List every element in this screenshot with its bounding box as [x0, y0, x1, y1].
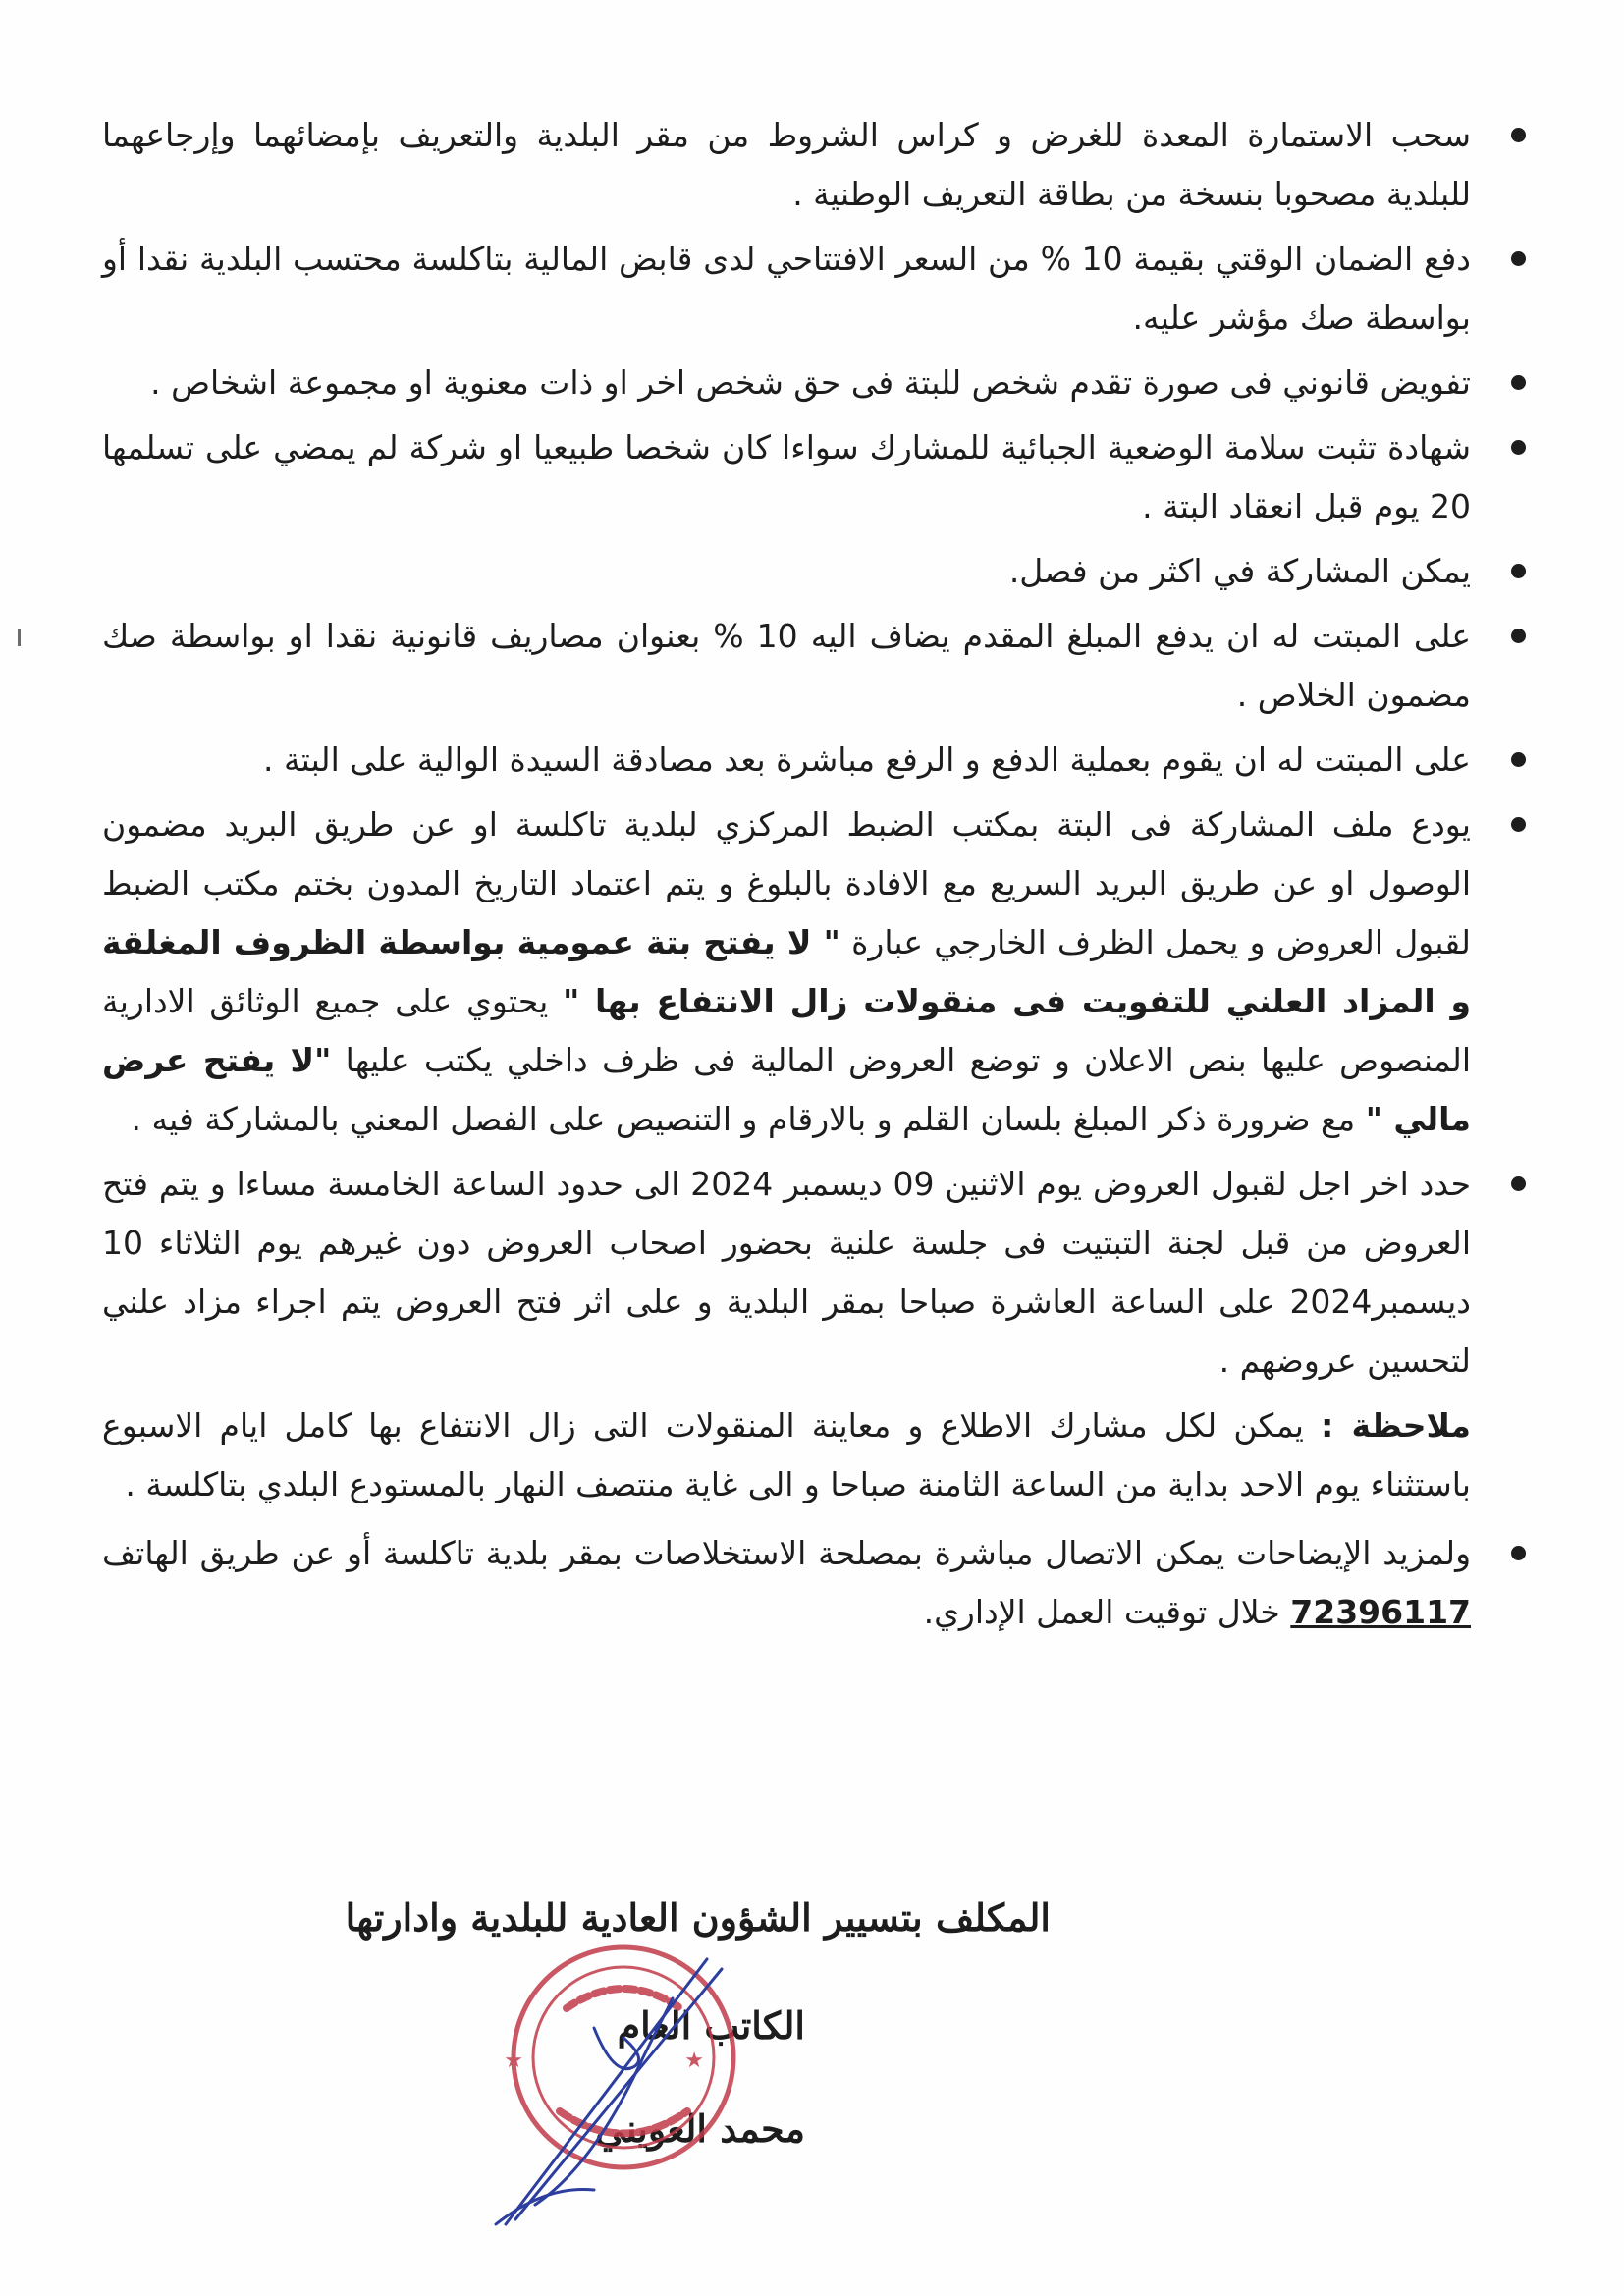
deposit-text-part2: يحتوي على جميع الوثائق الادارية المنصوص عليها بنص الاعلان و توضع العروض المالية فى ظرف داخلي يكتب عليها	[102, 982, 1471, 1079]
bullet-icon	[1511, 1176, 1526, 1191]
bullet-icon	[1511, 817, 1526, 832]
list-item	[102, 106, 1526, 224]
document-body	[102, 106, 1526, 1648]
stamp-star-icon: ★	[504, 2049, 523, 2073]
contact-text-part1: ولمزيد الإيضاحات يمكن الاتصال مباشرة بمصلحة الاستخلاصات بمقر بلدية تاكلسة أو عن طريق الهاتف	[102, 1534, 1471, 1572]
list-item-text: على المبتت له ان يدفع المبلغ المقدم يضاف اليه 10 % بعنوان مصاريف قانونية نقدا او بواسطة صك مضمون الخلاص .	[102, 617, 1472, 714]
list-item	[102, 542, 1526, 601]
contact-text-part2: خلال توقيت العمل الإداري.	[923, 1593, 1291, 1631]
list-item	[102, 418, 1526, 536]
list-item-text: على المبتت له ان يقوم بعملية الدفع و الرفع مباشرة بعد مصادقة السيدة الوالية على البتة .	[262, 740, 1471, 779]
contact-text	[102, 1524, 1471, 1642]
contact-list	[102, 1524, 1526, 1642]
list-item-text: يمكن المشاركة في اكثر من فصل.	[1008, 552, 1471, 590]
deposit-text-part1: يودع ملف المشاركة فى البتة بمكتب الضبط المركزي لبلدية تاكلسة او عن طريق البريد مضمون الوصول او عن طريق البريد السريع مع الافادة بالبلوغ و يتم اعتماد التاريخ المدون بختم مكتب الضبط لقبول العروض و يحمل الظرف الخارجي عبارة	[102, 805, 1471, 961]
list-item	[102, 354, 1526, 412]
signatory-role: الكاتب العام	[617, 2003, 805, 2048]
list-item	[102, 230, 1526, 348]
deposit-text	[102, 795, 1471, 1149]
phone-number: 72396117	[1290, 1593, 1471, 1631]
outer-envelope-phrase: " لا يفتح بتة عمومية بواسطة الظروف المغلقة و المزاد العلني للتفويت فى منقولات زال الانتفاع بها "	[102, 923, 1471, 1020]
deadline-item	[102, 1155, 1526, 1391]
signature-block	[236, 1890, 1051, 2151]
list-item-text: سحب الاستمارة المعدة للغرض و كراس الشروط من مقر البلدية والتعريف بإمضائهما وإرجاعهما للبلدية مصحوبا بنسخة من بطاقة التعريف الوطنية .	[102, 116, 1471, 213]
note-paragraph	[102, 1396, 1471, 1514]
note-text: يمكن لكل مشارك الاطلاع و معاينة المنقولات التى زال الانتفاع بها كامل ايام الاسبوع باستثناء يوم الاحد بداية من الساعة الثامنة صباحا و الى غاية منتصف النهار بالمستودع البلدي بتاكلسة .	[102, 1406, 1471, 1503]
signatory-title: المكلف بتسيير الشؤون العادية للبلدية وادارتها	[345, 1895, 1051, 1940]
bullet-icon	[1511, 440, 1526, 455]
bullet-icon	[1511, 564, 1526, 578]
list-item-text: دفع الضمان الوقتي بقيمة 10 % من السعر الافتتاحي لدى قابض المالية بتاكلسة محتسب البلدية نقدا أو بواسطة صك مؤشر عليه.	[102, 240, 1471, 337]
bullet-icon	[1511, 251, 1526, 266]
list-item-text: تفويض قانوني فى صورة تقدم شخص للبتة فى حق شخص اخر او ذات معنوية او مجموعة اشخاص .	[150, 363, 1471, 402]
bullet-icon	[1511, 629, 1526, 643]
inner-envelope-phrase: "لا يفتح عرض مالي "	[102, 1041, 1471, 1138]
note-label: ملاحظة :	[1321, 1406, 1471, 1445]
conditions-list	[102, 106, 1526, 1391]
stamp-star-icon: ★	[684, 2049, 704, 2073]
scan-margin-mark	[18, 629, 21, 646]
contact-item	[102, 1524, 1526, 1642]
deposit-item	[102, 795, 1526, 1149]
stamp-seal	[504, 1947, 733, 2167]
deposit-text-part3: مع ضرورة ذكر المبلغ بلسان القلم و بالارقام و التنصيص على الفصل المعني بالمشاركة فيه .	[131, 1100, 1366, 1138]
deadline-text: حدد اخر اجل لقبول العروض يوم الاثنين 09 ديسمبر 2024 الى حدود الساعة الخامسة مساءا و يتم فتح العروض من قبل لجنة التبتيت فى جلسة علنية بحضور اصحاب العروض دون غيرهم يوم الثلاثاء 10 ديسمبر2024 على الساعة العاشرة صباحا بمقر البلدية و على اثر فتح العروض يتم اجراء مزاد علني لتحسين عروضهم .	[102, 1165, 1472, 1380]
signatory-name: محمد العويني	[595, 2106, 805, 2151]
list-item	[102, 731, 1526, 790]
bullet-icon	[1511, 128, 1526, 142]
list-item-text: شهادة تثبت سلامة الوضعية الجبائية للمشارك سواءا كان شخصا طبيعيا او شركة لم يمضي على تسلمها 20 يوم قبل انعقاد البتة .	[102, 428, 1471, 525]
official-stamp-icon	[476, 1940, 751, 2234]
list-item	[102, 607, 1526, 725]
bullet-icon	[1511, 1546, 1526, 1560]
bullet-icon	[1511, 752, 1526, 767]
bullet-icon	[1511, 375, 1526, 390]
